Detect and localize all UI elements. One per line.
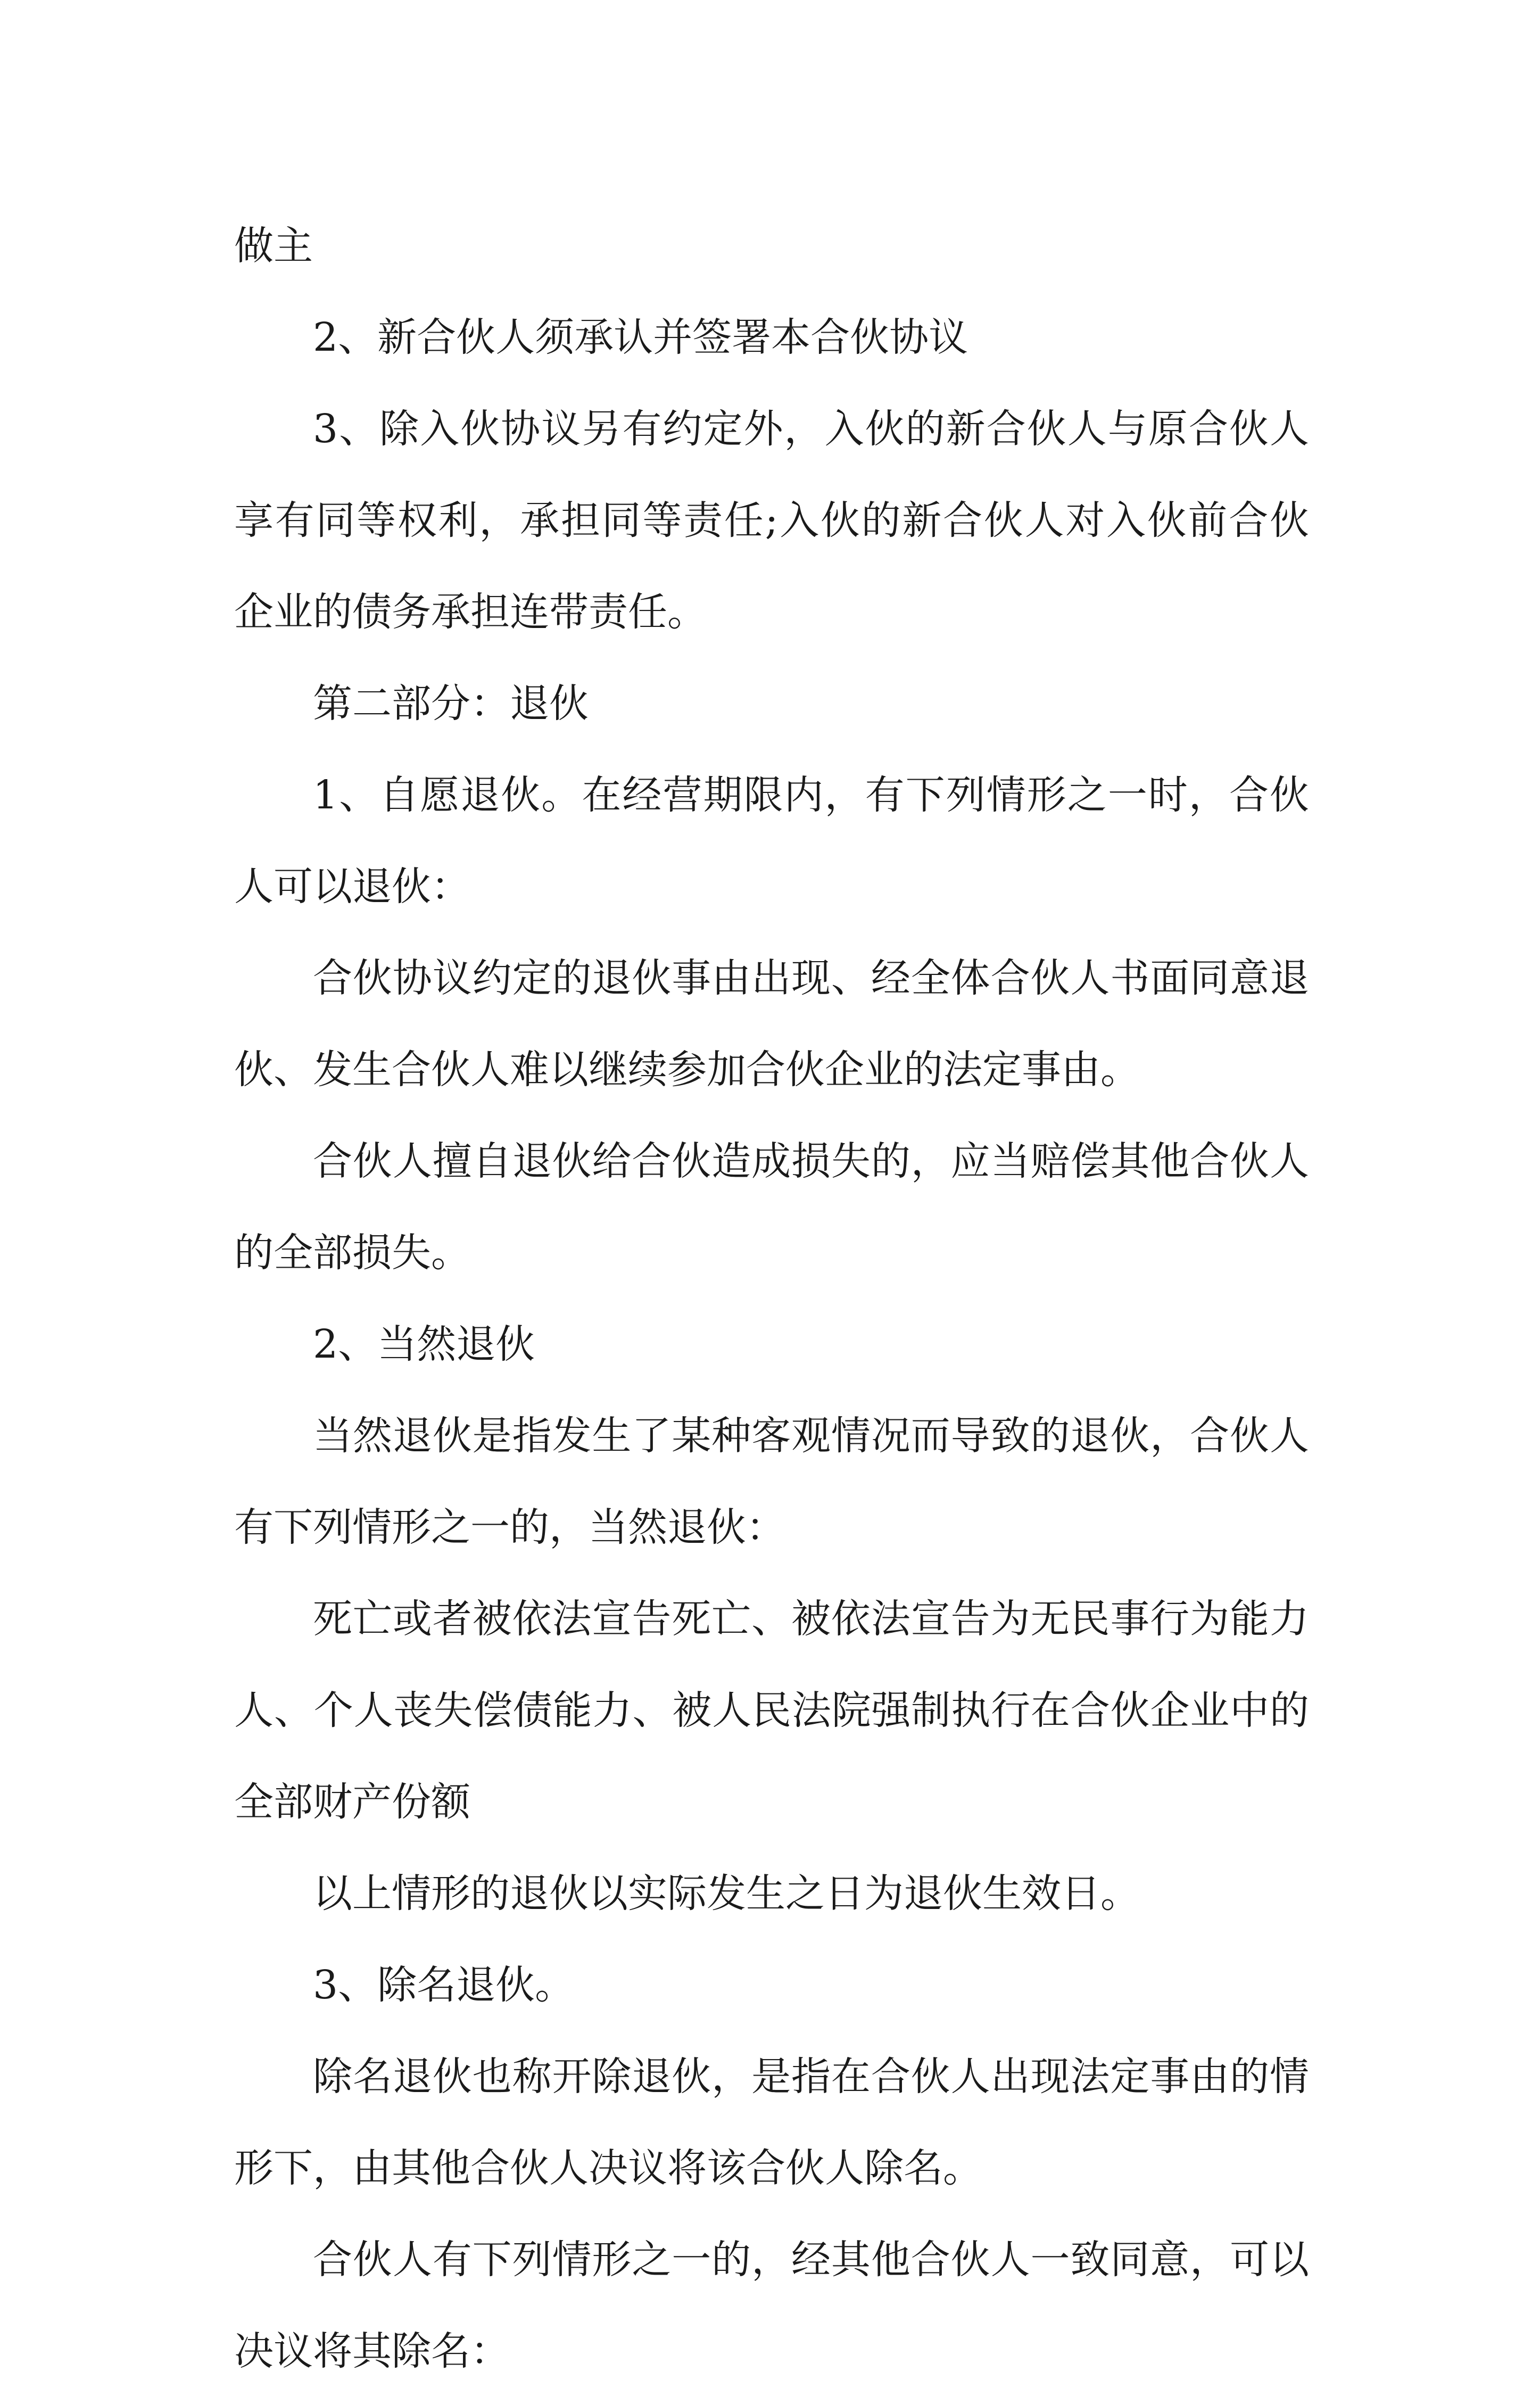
paragraph: 做主 — [234, 223, 313, 269]
paragraph: 3、除名退伙。 — [313, 1962, 575, 2008]
paragraph: 1、自愿退伙。在经营期限内，有下列情形之一时，合伙人可以退伙： — [234, 772, 1309, 910]
paragraph: 合伙人有下列情形之一的，经其他合伙人一致同意，可以决议将其除名： — [234, 2237, 1309, 2374]
paragraph: 死亡或者被依法宣告死亡、被依法宣告为无民事行为能力人、个人丧失偿债能力、被人民法院强制执行在合伙企业中的全部财产份额 — [234, 1596, 1309, 1825]
paragraph: 2、新合伙人须承认并签署本合伙协议 — [313, 315, 968, 360]
paragraph: 当然退伙是指发生了某种客观情况而导致的退伙，合伙人有下列情形之一的，当然退伙： — [234, 1413, 1309, 1550]
paragraph: 合伙人擅自退伙给合伙造成损失的，应当赔偿其他合伙人的全部损失。 — [234, 1138, 1309, 1276]
paragraph: 以上情形的退伙以实际发生之日为退伙生效日。 — [313, 1871, 1140, 1916]
paragraph: 除名退伙也称开除退伙，是指在合伙人出现法定事由的情形下，由其他合伙人决议将该合伙人除名。 — [234, 2054, 1309, 2191]
section-heading: 第二部分：退伙 — [313, 681, 589, 726]
paragraph: 3、除入伙协议另有约定外，入伙的新合伙人与原合伙人享有同等权利，承担同等责任;入伙的新合伙人对入伙前合伙企业的债务承担连带责任。 — [234, 406, 1309, 635]
document-body — [234, 200, 1309, 2397]
paragraph: 合伙协议约定的退伙事由出现、经全体合伙人书面同意退伙、发生合伙人难以继续参加合伙企业的法定事由。 — [234, 955, 1309, 1093]
paragraph: 2、当然退伙 — [313, 1321, 535, 1367]
